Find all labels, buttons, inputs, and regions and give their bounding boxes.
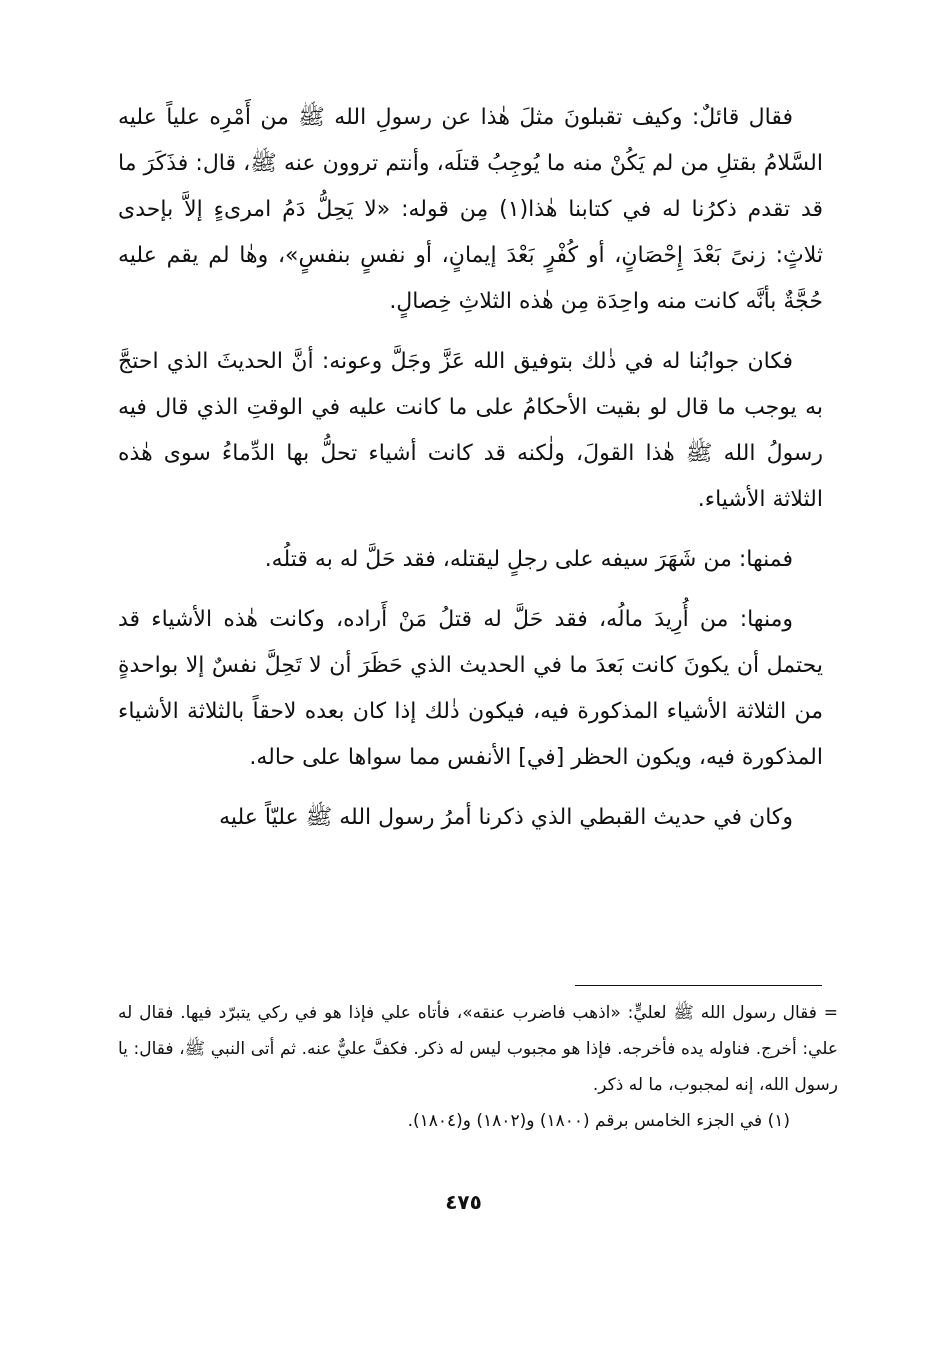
paragraph-5: وكان في حديث القبطي الذي ذكرنا أمرُ رسول الله ﷺ عليّاً عليه: [219, 805, 793, 830]
paragraph-2: فكان جوابُنا له في ذٰلك بتوفيق الله عَزَّ وجَلَّ وعونه: أنَّ الحديثَ الذي احتجَّ به يوجب ما قال لو بقيت الأحكامُ على ما كانت عليه في الوقتِ الذي قال فيه رسولُ الله ﷺ هٰذا القولَ، ولٰكنه قد كانت أشياء تحلُّ بها الدِّماءُ سوى هٰذه الثلاثة الأشياء.: [118, 349, 823, 512]
page-number: ٤٧٥: [445, 1190, 482, 1214]
paragraph-3: فمنها: من شَهَرَ سيفه على رجلٍ ليقتله، فقد حَلَّ له به قتلُه.: [264, 547, 793, 572]
paragraph-4: ومنها: من أُرِيدَ مالُه، فقد حَلَّ له قتلُ مَنْ أَراده، وكانت هٰذه الأشياء قد يحتمل أن يكونَ كانت بَعدَ ما في الحديث الذي حَظَرَ أن لا تَحِلَّ نفسٌ إلا بواحدةٍ من الثلاثة الأشياء المذكورة فيه، فيكون ذٰلك إذا كان بعده لاحقاً بالثلاثة الأشياء المذكورة فيه، ويكون الحظر [في] الأنفس مما سواها على حاله.: [118, 607, 823, 770]
footnote-divider: [575, 985, 822, 986]
footnote-1: (١) في الجزء الخامس برقم (١٨٠٠) و(١٨٠٢) و(١٨٠٤).: [407, 1111, 790, 1131]
main-text: [118, 95, 823, 855]
footnote-continued: = فقال رسول الله ﷺ لعليٍّ: «اذهب فاضرب عنقه»، فأتاه علي فإذا هو في ركي يتبرّد فيها. فقال له علي: أخرج. فناوله يده فأخرجه. فإذا هو مجبوب ليس له ذكر. فكفَّ عليٌّ عنه. ثم أتى النبي ﷺ، فقال: يا رسول الله، إنه لمجبوب، ما له ذكر.: [118, 1003, 838, 1095]
footnotes: [118, 995, 838, 1139]
paragraph-1: فقال قائلٌ: وكيف تقبلونَ مثلَ هٰذا عن رسولِ الله ﷺ من أَمْرِه علياً عليه السَّلامُ بقتلِ من لم يَكُنْ منه ما يُوجِبُ قتلَه، وأنتم تروون عنه ﷺ، قال: فذَكَرَ ما قد تقدم ذكرُنا له في كتابنا هٰذا(١) مِن قوله: «لا يَحِلُّ دَمُ امرىءٍ إلاَّ بإحدى ثلاثٍ: زنىً بَعْدَ إِحْصَانٍ، أو كُفْرٍ بَعْدَ إيمانٍ، أو نفسٍ بنفسٍ»، وهٰا لم يقم عليه حُجَّةٌ بأنَّه كانت منه واحِدَة مِن هٰذه الثلاثِ خِصالٍ.: [118, 105, 824, 314]
